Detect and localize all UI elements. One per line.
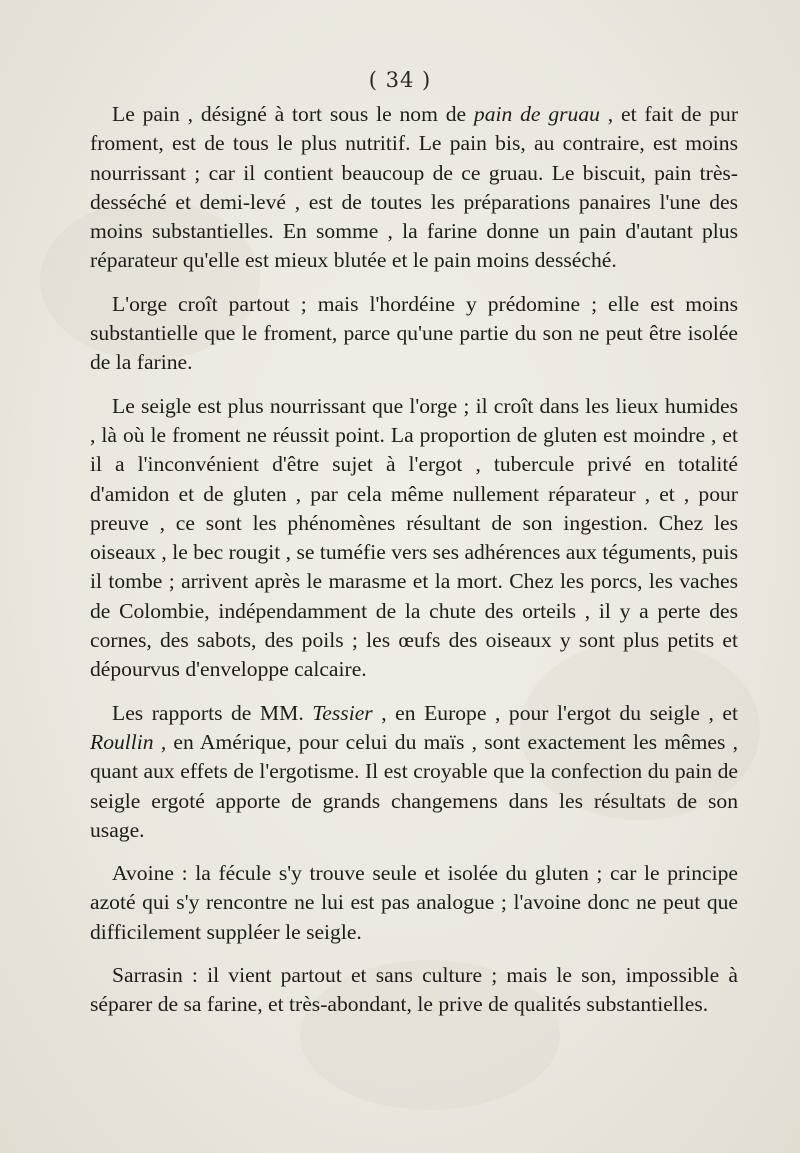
text-run: , et fait de pur froment, est de tous le plus nutritif. Le pain bis, au contraire, est moins nourrissant ; car il contient beaucoup de ce gruau. Le biscuit, pain très-desséché et demi-levé , est de toutes les préparations panaires l'une des moins substantielles. En somme , la farine donne un pain d'autant plus réparateur qu'elle est mieux blutée et le pain moins desséché. [90,102,739,273]
page-number: ( 34 ) [368,68,432,92]
paragraph-pain-de-gruau [90,100,738,276]
text-run: , en Amérique, pour celui du maïs , sont exactement les mêmes , quant aux effets de l'ergotisme. Il est croyable que la confection du pain de seigle ergoté apporte de grands changemens dans les résultats de son usage. [90,729,738,842]
text-run: Avoine : la fécule s'y trouve seule et isolée du gluten ; car le principe azoté qui s'y rencontre ne lui est pas analogue ; l'avoine donc ne peut que difficilement suppléer le seigle. [90,861,738,944]
paragraph-orge [90,290,738,378]
paragraph-sarrasin [90,961,738,1020]
paragraph-ergotisme [90,699,738,845]
paragraph-gap [90,685,738,699]
paragraph-gap [90,947,738,961]
text-run: Le pain , désigné à tort sous le nom de [112,102,474,126]
paragraph-seigle [90,392,738,685]
italic-name: pain de gruau [473,102,600,126]
italic-name: Tessier [312,700,373,725]
paragraph-gap [90,845,738,859]
text-run: , en Europe , pour l'ergot du seigle , et [372,700,738,725]
text-run: Le seigle est plus nourrissant que l'orge ; il croît dans les lieux humides , là où le froment ne réussit point. La proportion de gluten est moindre , et il a l'inconvénient d'être sujet à l'ergot , tubercule privé en totalité d'amidon et de gluten , par cela même nullement réparateur , et , pour preuve , ce sont les phénomènes résultant de son ingestion. Chez les oiseaux , le bec rougit , se tuméfie vers ses adhérences aux téguments, puis il tombe ; arrivent après le marasme et la mort. Chez les porcs, les vaches de Colombie, indépendamment de la chute des orteils , il y a perte des cornes, des sabots, des poils ; les œufs des oiseaux y sont plus petits et dépourvus d'enveloppe calcaire. [90,393,738,682]
text-run: L'orge croît partout ; mais l'hordéine y prédomine ; elle est moins substantielle que le froment, parce qu'une partie du son ne peut être isolée de la farine. [90,291,738,375]
text-run: Les rapports de MM. [112,700,313,725]
italic-name: Roullin [90,729,154,754]
paragraph-gap [90,378,738,392]
text-run: Sarrasin : il vient partout et sans culture ; mais le son, impossible à séparer de sa farine, et très-abondant, le prive de qualités substantielles. [90,963,738,1017]
paragraph-avoine [90,859,738,947]
paragraph-gap [90,276,738,290]
body-text [90,100,738,1020]
